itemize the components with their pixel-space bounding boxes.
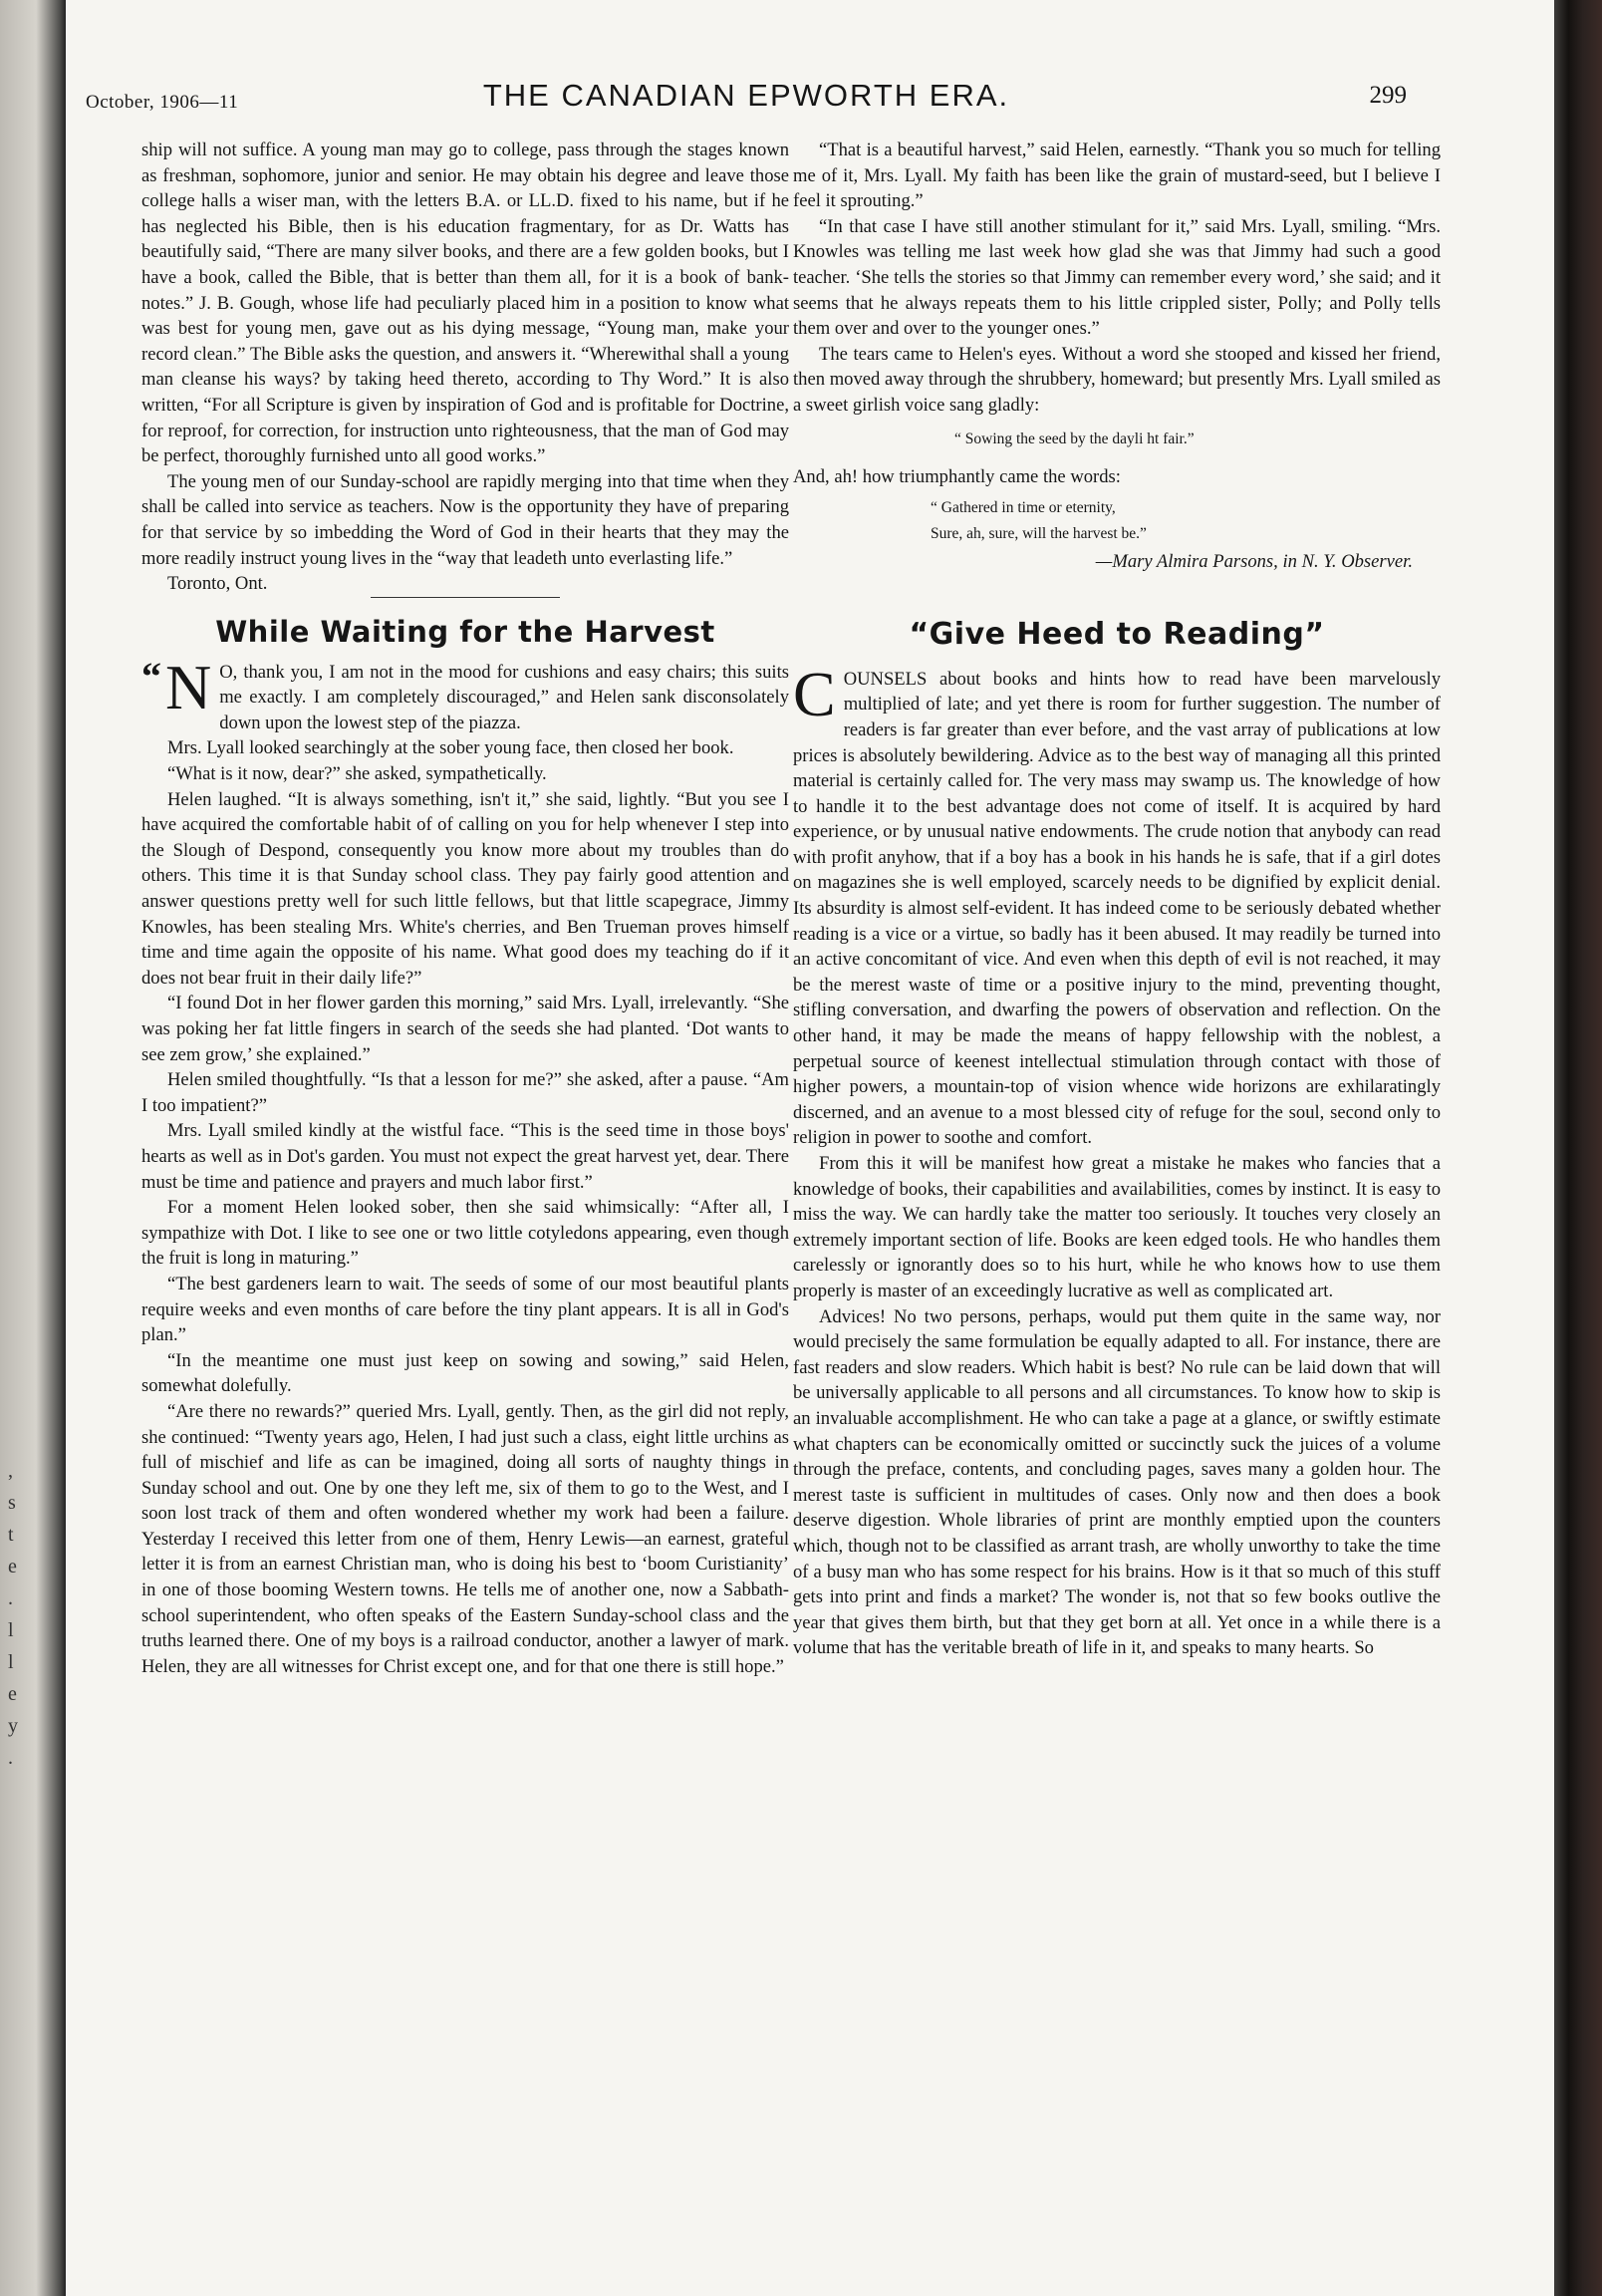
lead-paragraph <box>141 651 789 736</box>
left-column <box>141 138 789 1679</box>
right-column <box>793 138 1441 1661</box>
verse-line: “ Sowing the seed by the dayli ht fair.” <box>954 430 1195 447</box>
margin-mark: s <box>8 1492 16 1514</box>
body-paragraph: The tears came to Helen's eyes. Without a word she stooped and kissed her friend, then moved away through the shrubbery, homeward; but presently Mrs. Lyall smiled as a sweet girlish voice sang gladly: <box>793 343 1441 416</box>
body-paragraph: “I found Dot in her flower garden this morning,” said Mrs. Lyall, irrelevantly. “She was poking her fat little fingers in search of the seeds she had planted. ‘Dot wants to see zem grow,’ she explained.” <box>141 993 789 1065</box>
body-paragraph: “What is it now, dear?” she asked, sympathetically. <box>167 763 547 785</box>
body-paragraph: “Are there no rewards?” queried Mrs. Lyall, gently. Then, as the girl did not reply, she continued: “Twenty years ago, Helen, I had just such a class, eight little urchins as full of mischief and life as can be imagined, doing all sorts of naughty things in Sunday school and out. One by one they left me, six of them to go to the West, and I soon lost track of them and often wondered whether my work had been a failure. Yesterday I received this letter from one of them, Henry Lewis—an earnest, grateful letter it is from an earnest Christian man, who is doing his best to ‘boom Curistianity’ in one of those booming Western towns. He tells me of another one, now a Sabbath-school superintendent, who often speaks of the Eastern Sunday-school class and the truths learned there. One of my boys is a railroad conductor, another a lawyer of mark. Helen, they are all witnesses for Christ except one, and for that one there is still hope.” <box>141 1400 789 1677</box>
article-title-harvest: While Waiting for the Harvest <box>215 614 715 649</box>
body-paragraph: From this it will be manifest how great a mistake he makes who fancies that a knowledge of books, their capabilities and availabilities, comes by instinct. It is easy to miss the way. We can hardly take the matter too seriously. It touches very closely an extremely important section of life. Books are keen edged tools. He who handles them carelessly or ignorantly does so to his hurt, while he who knows how to use them properly is master of an exceedingly lucrative as well as complicated art. <box>793 1153 1441 1301</box>
section-divider <box>371 597 560 598</box>
body-paragraph: “That is a beautiful harvest,” said Helen, earnestly. “Thank you so much for telling me of it, Mrs. Lyall. My faith has been like the grain of mustard-seed, but I believe I feel it sprouting.” <box>793 140 1441 212</box>
body-paragraph: The young men of our Sunday-school are rapidly merging into that time when they shall be called into service as teachers. Now is the opportunity they have of preparing for that service by so imbedding the Word of God in their hearts that they may the more readily instruct young lives in the “way that leadeth unto everlasting life.” <box>141 470 789 569</box>
margin-mark: t <box>8 1524 14 1546</box>
dropcap-quote: “ <box>141 653 161 699</box>
body-paragraph: Mrs. Lyall smiled kindly at the wistful face. “This is the seed time in those boys' hearts as well as in Dot's garden. You must not expect the great harvest yet, dear. There must be time and patience and prayers and much labor first.” <box>141 1120 789 1193</box>
body-paragraph: “The best gardeners learn to wait. The seeds of some of our most beautiful plants require weeks and even months of care before the tiny plant appears. It is all in God's plan.” <box>141 1273 789 1346</box>
facing-page-margin-marks <box>8 1455 28 1774</box>
verse-intro: And, ah! how triumphantly came the words: <box>793 465 1121 487</box>
lead-paragraph <box>793 658 1441 1151</box>
lead-paragraph-text: O, thank you, I am not in the mood for cushions and easy chairs; this suits me exactly. I am completely discouraged,” and Helen sank disconsolately down upon the lowest step of the piazza. <box>219 661 789 733</box>
issue-date: October, 1906—11 <box>86 92 239 113</box>
margin-mark: . <box>8 1587 13 1609</box>
page-number: 299 <box>1369 82 1407 109</box>
verse-line: Sure, ah, sure, will the harvest be.” <box>931 525 1147 543</box>
dropcap-letter: C <box>793 658 836 729</box>
article-title-reading: “Give Heed to Reading” <box>909 616 1325 652</box>
verse-line: “ Gathered in time or eternity, <box>931 499 1116 517</box>
body-paragraph: “In the meantime one must just keep on sowing and sowing,” said Helen, somewhat dolefully. <box>141 1349 789 1397</box>
margin-mark: . <box>8 1747 13 1769</box>
body-paragraph: For a moment Helen looked sober, then she said whimsically: “After all, I sympathize with Dot. I like to see one or two little cotyledons appearing, even though the fruit is long in maturing.” <box>141 1197 789 1270</box>
body-paragraph: Helen smiled thoughtfully. “Is that a lesson for me?” she asked, after a pause. “Am I too impatient?” <box>141 1069 789 1116</box>
margin-mark: , <box>8 1460 13 1482</box>
article-signoff: Toronto, Ont. <box>167 573 268 595</box>
dropcap-letter: N <box>165 651 212 722</box>
margin-mark: e <box>8 1683 17 1705</box>
publication-title: THE CANADIAN EPWORTH ERA. <box>482 78 1010 113</box>
lead-paragraph-text: OUNSELS about books and hints how to read have been marvelously multiplied of late; and yet there is room for further suggestion. The number of readers is far greater than ever before, and the vast array of publications at low prices is absolutely bewildering. Advice as to the best way of managing all this printed material is certainly called for. The very mass may swamp us. The knowledge of how to handle it to the best advantage does not come of itself. It is acquired by hard experience, or by unusual native endowments. The crude notion that anybody can read with profit anyhow, that if a boy has a book in his hands he is safe, that if a girl dotes on magazines she is well employed, scarcely needs to be dignified by explicit denial. Its absurdity is almost self-evident. It has indeed come to be seriously debated whether reading is a vice or a virtue, so badly has it been abused. It may readily be turned into an active concomitant of vice. And even when this depth of evil is not reached, it may be the merest waste of time or a positive injury to the mind, preventing thought, stifling conversation, and dwarfing the powers of observation and reflection. On the other hand, it may be made the means of happy fellowship with the noblest, a perpetual source of keenest intellectual stimulation through contact with those of higher powers, a mountain-top of vision whence wide horizons are exhilaratingly discerned, and an avenue to a most blessed city of refuge for the soul, second only to religion in power to soothe and comfort. <box>793 668 1441 1149</box>
page-header <box>86 78 1407 128</box>
body-paragraph: Mrs. Lyall looked searchingly at the sober young face, then closed her book. <box>167 737 734 759</box>
body-paragraph: ship will not suffice. A young man may go to college, pass through the stages known as freshman, sophomore, junior and senior. He may obtain his degree and leave those college halls a wiser man, with the letters B.A. or LL.D. fixed to his name, but if he has neglected his Bible, then is his education fragmentary, for as Dr. Watts has beautifully said, “There are many silver books, and there are a few golden books, but I have a book, called the Bible, that is better than them all, for it is a book of bank-notes.” J. B. Gough, whose life had peculiarly placed him in a position to know what was best for young men, gave out as his dying message, “Young man, make your record clean.” The Bible asks the question, and answers it. “Wherewithal shall a young man cleanse his ways? by taking heed thereto, according to Thy Word.” It is also written, “For all Scripture is given by inspiration of God and is profitable for Doctrine, for reproof, for correction, for instruction unto righteousness, that the man of God may be perfect, thoroughly furnished unto all good works.” <box>141 140 789 467</box>
margin-mark: l <box>8 1651 14 1673</box>
body-paragraph: Helen laughed. “It is always something, isn't it,” she said, lightly. “But you see I have acquired the comfortable habit of of calling on you for help whenever I step into the Slough of Despond, consequently you know more about my troubles than do others. This time it is that Sunday school class. They pay fairly good attention and answer questions pretty well for such little fellows, but that little scapegrace, Jimmy Knowles, has been stealing Mrs. White's cherries, and Ben Trueman proves himself time and time again the opposite of his name. What good does my teaching do if it does not bear fruit in their daily life?” <box>141 788 789 989</box>
margin-mark: l <box>8 1619 14 1641</box>
margin-mark: y <box>8 1715 18 1737</box>
poem-attribution: —Mary Almira Parsons, in N. Y. Observer. <box>1095 551 1413 573</box>
facing-page-edge <box>0 0 66 2296</box>
body-paragraph: Advices! No two persons, perhaps, would put them quite in the same way, nor would precisely the same formulation be equally adapted to all. For instance, there are fast readers and slow readers. Which habit is best? No rule can be laid down that will be universally applicable to all persons and all circumstances. To know how to skip is an invaluable accomplishment. He who can take a page at a glance, or swiftly estimate what chapters can be economically omitted or succinctly suck the juices of a volume through the preface, contents, and concluding pages, saves many a golden hour. The merest taste is sufficient in multitudes of cases. Only now and then does a book deserve digestion. Whole libraries of print are monthly emptied upon the counters which, though not to be classified as arrant trash, are wholly unworthy to take the time of a busy man who has some respect for his brains. How is it that so much of this stuff gets into print and finds a market? The wonder is, not that so few books outlive the year that gives them birth, but that they get born at all. Yet once in a while there is a volume that has the veritable breath of life in it, and speaks to many hearts. So <box>793 1305 1441 1659</box>
body-paragraph: “In that case I have still another stimulant for it,” said Mrs. Lyall, smiling. “Mrs. Knowles was telling me last week how glad she was that Jimmy had such a good teacher. ‘She tells the stories so that Jimmy can remember every word,’ she said; and it seems that he always repeats them to his little crippled sister, Polly; and Polly tells them over and over to the younger ones.” <box>793 215 1441 340</box>
book-spine <box>1554 0 1602 2296</box>
margin-mark: e <box>8 1556 17 1578</box>
